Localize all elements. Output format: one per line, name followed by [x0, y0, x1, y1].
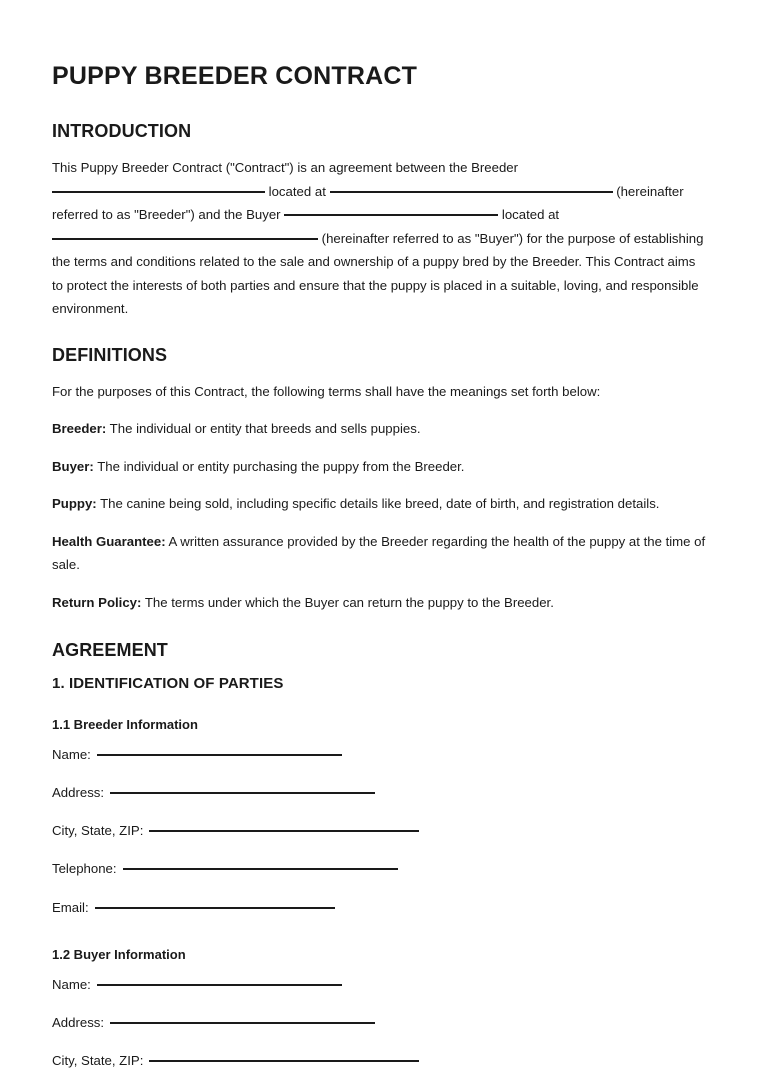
- field-breeder-telephone: [52, 858, 710, 879]
- field-label: Name:: [52, 976, 91, 992]
- definition-text: A written assurance provided by the Breeder regarding the health of the puppy at the time of sale.: [52, 533, 706, 572]
- field-label: City, State, ZIP:: [52, 1052, 144, 1068]
- breeder-telephone-input-line[interactable]: [123, 868, 398, 870]
- breeder-address-input-line[interactable]: [110, 792, 375, 794]
- definition-term: Health Guarantee:: [52, 533, 166, 549]
- field-label: Telephone:: [52, 861, 117, 877]
- buyer-address-input-line[interactable]: [110, 1022, 375, 1024]
- breeder-info-heading: 1.1 Breeder Information: [52, 717, 198, 732]
- intro-text-2: located at: [268, 183, 326, 199]
- definition-term: Return Policy:: [52, 594, 142, 610]
- breeder-address-blank[interactable]: [330, 191, 613, 193]
- intro-text-5: (hereinafter referred to as "Buyer") for the purpose of establishing the terms and conditions related to the sale and ownership of a puppy bred by the Breeder. This Contract aims to protect the interests of both parties and ensure that the puppy is placed in a suitable, loving, and responsible environment.: [52, 230, 704, 316]
- intro-text-1: This Puppy Breeder Contract ("Contract") is an agreement between the Breeder: [52, 160, 519, 175]
- breeder-email-input-line[interactable]: [95, 907, 335, 909]
- spacer: [52, 705, 710, 717]
- definition-term: Breeder:: [52, 421, 107, 436]
- section-introduction: [52, 121, 710, 321]
- section-agreement: [52, 640, 710, 1071]
- introduction-paragraph: [52, 156, 710, 321]
- buyer-info-heading: 1.2 Buyer Information: [52, 946, 186, 962]
- breeder-name-blank[interactable]: [52, 191, 265, 193]
- breeder-city-input-line[interactable]: [149, 830, 419, 832]
- definition-text: The terms under which the Buyer can return the puppy to the Breeder.: [141, 594, 554, 610]
- introduction-heading: INTRODUCTION: [52, 121, 192, 141]
- page-title: PUPPY BREEDER CONTRACT: [52, 62, 418, 90]
- intro-text-3: (hereinafter referred to as "Breeder") and the Buyer: [52, 183, 684, 222]
- field-label: Email:: [52, 899, 89, 915]
- definition-item: [52, 417, 710, 441]
- definition-term: Puppy:: [52, 496, 97, 511]
- field-buyer-city-state-zip: [52, 1050, 710, 1071]
- buyer-name-input-line[interactable]: [97, 984, 342, 986]
- field-breeder-email: [52, 897, 710, 918]
- intro-text-4: located at: [501, 207, 560, 222]
- definition-text: The individual or entity purchasing the puppy from the Breeder.: [93, 458, 465, 474]
- spacer: [52, 935, 710, 947]
- field-breeder-name: [52, 744, 710, 765]
- buyer-city-input-line[interactable]: [149, 1060, 419, 1062]
- breeder-name-input-line[interactable]: [97, 754, 342, 756]
- definition-item: [52, 455, 710, 479]
- section-definitions: [52, 345, 710, 615]
- field-label: Name:: [52, 747, 91, 762]
- field-label: Address:: [52, 1014, 105, 1030]
- agreement-heading: AGREEMENT: [52, 640, 168, 660]
- field-buyer-address: [52, 1012, 710, 1033]
- buyer-address-blank[interactable]: [52, 238, 318, 240]
- definition-text: The individual or entity that breeds and sells puppies.: [106, 421, 421, 436]
- field-breeder-city-state-zip: [52, 820, 710, 841]
- definitions-intro: For the purposes of this Contract, the following terms shall have the meanings set forth below:: [52, 383, 601, 399]
- definition-text: The canine being sold, including specific details like breed, date of birth, and registration details.: [96, 496, 660, 511]
- field-buyer-name: [52, 974, 710, 995]
- field-label: Address:: [52, 785, 105, 801]
- field-breeder-address: [52, 782, 710, 803]
- definition-item: [52, 492, 710, 516]
- buyer-name-blank[interactable]: [284, 214, 498, 216]
- definition-item: [52, 591, 710, 615]
- field-label: City, State, ZIP:: [52, 823, 144, 839]
- definition-term: Buyer:: [52, 458, 94, 474]
- clause-1-heading: 1. IDENTIFICATION OF PARTIES: [52, 675, 284, 692]
- definition-item: [52, 530, 710, 577]
- definitions-heading: DEFINITIONS: [52, 344, 168, 365]
